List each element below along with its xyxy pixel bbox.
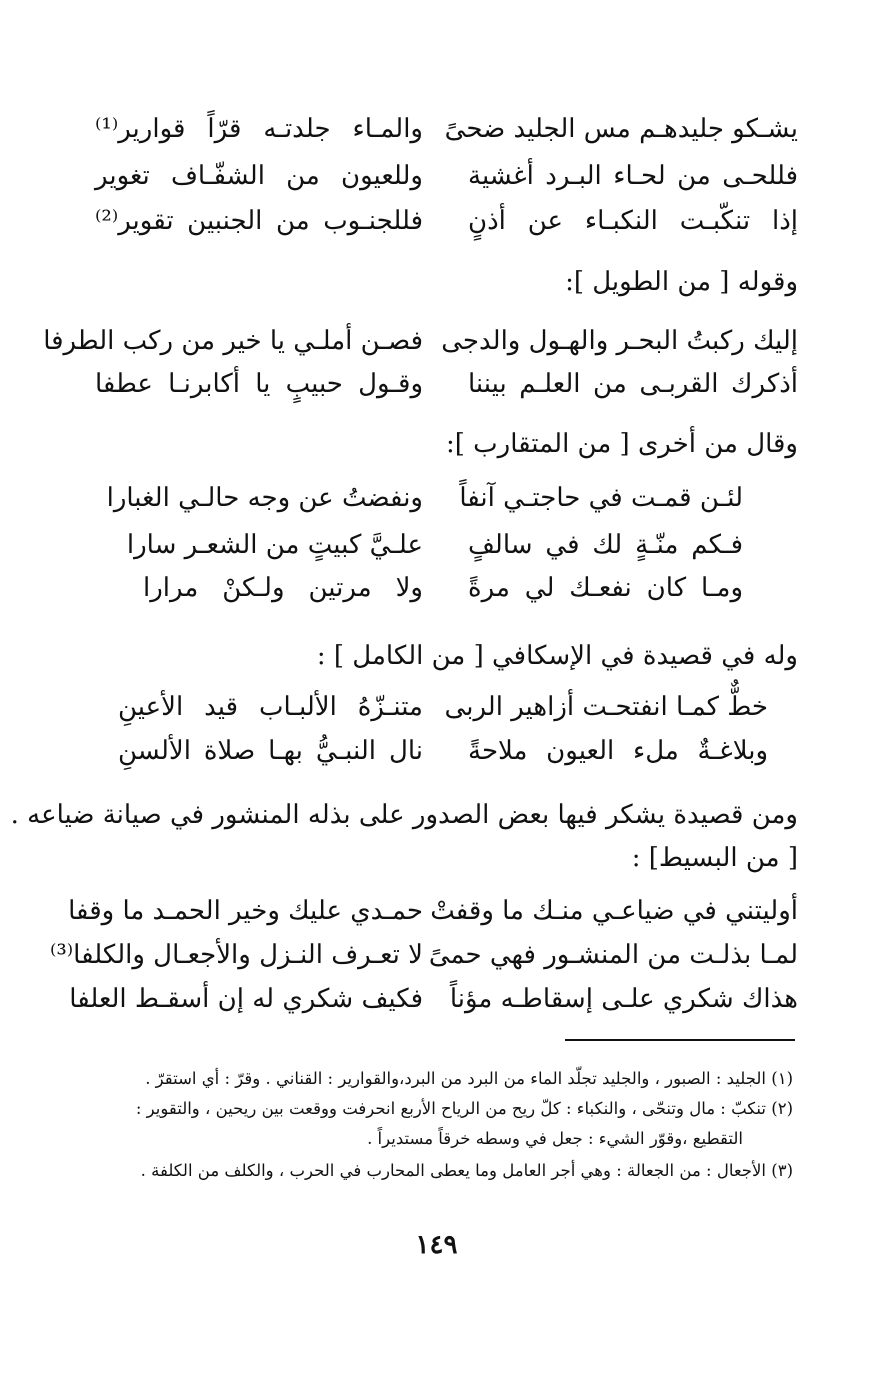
verse-first-hemistich: إليك ركبتُ البحـر والهـول والدجى bbox=[441, 326, 798, 356]
verse-second-hemistich: متنـزّهُ الألبـاب قيد الأعينِ bbox=[118, 692, 423, 722]
verse-first-hemistich: هذاك شكري علـى إسقاطـه مؤناً bbox=[449, 984, 798, 1014]
section-heading: وله في قصيدة في الإسكافي [ من الكامل ] : bbox=[316, 641, 798, 671]
footnote-continuation: التقطيع ،وقوّر الشيء : جعل في وسطه خرقاً مستديراً . bbox=[367, 1129, 743, 1148]
verse-first-hemistich: لئـن قمـت في حاجتـي آنفاً bbox=[459, 483, 743, 513]
verse-couplet bbox=[0, 975, 873, 1023]
verse-couplet bbox=[0, 521, 873, 569]
section-heading: وقوله [ من الطويل ]: bbox=[565, 267, 798, 297]
verse-first-hemistich: فـكم منّـةٍ لك في سالفٍ bbox=[468, 530, 743, 560]
verse-couplet bbox=[0, 887, 873, 935]
verse-couplet bbox=[0, 931, 873, 979]
verse-second-hemistich: ولا مرتين ولـكنْ مرارا bbox=[143, 573, 423, 603]
verse-first-hemistich: خطٌّ كمـا انفتحـت أزاهير الربى bbox=[444, 692, 768, 722]
verse-second-hemistich: والمـاء جلدتـه قرّاً قوارير⁽¹⁾ bbox=[95, 114, 423, 144]
verse-second-hemistich: علـيَّ كبيتٍ من الشعـر سارا bbox=[126, 530, 423, 560]
verse-second-hemistich: فكيف شكري له إن أسقـط العلفا bbox=[69, 984, 423, 1014]
verse-couplet bbox=[0, 317, 873, 365]
verse-first-hemistich: وبلاغـةٌ ملء العيون ملاحةً bbox=[468, 736, 768, 766]
verse-first-hemistich: لمـا بذلـت من المنشـور فهي حمىً bbox=[428, 940, 798, 970]
footnote: (٣) الأجعال : من الجعالة : وهي أجر العامل وما يعطى المحارب في الحرب ، والكلف من الكلفة . bbox=[140, 1161, 793, 1180]
section-heading: وقال من أخرى [ من المتقارب ]: bbox=[446, 429, 798, 459]
footnote-separator bbox=[565, 1039, 795, 1041]
verse-second-hemistich: فللجنـوب من الجنبين تقوير⁽²⁾ bbox=[95, 206, 423, 236]
verse-first-hemistich: أذكرك القربـى من العلـم بيننا bbox=[468, 369, 798, 399]
verse-couplet bbox=[0, 683, 873, 731]
verse-second-hemistich: وللعيون من الشفّـاف تغوير bbox=[95, 161, 423, 191]
verse-first-hemistich: فللحـى من لحـاء البـرد أغشية bbox=[468, 161, 798, 191]
verse-second-hemistich: حمـدي عليك وخير الحمـد ما وقفا bbox=[68, 896, 423, 926]
verse-couplet bbox=[0, 564, 873, 612]
section-heading: ومن قصيدة يشكر فيها بعض الصدور على بذله المنشور في صيانة ضياعه . bbox=[10, 800, 798, 830]
verse-first-hemistich: يشـكو جليدهـم مس الجليد ضحىً bbox=[444, 114, 798, 144]
verse-second-hemistich: نال النبـيُّ بهـا صلاة الألسنِ bbox=[118, 736, 423, 766]
verse-couplet bbox=[0, 197, 873, 245]
verse-second-hemistich: ونفضتُ عن وجه حالـي الغبارا bbox=[106, 483, 423, 513]
footnote: (١) الجليد : الصبور ، والجليد تجلّد الماء من البرد من البرد،والقوارير : القناني . وقرّ : أي استقرّ . bbox=[145, 1069, 793, 1088]
verse-first-hemistich: أوليتني في ضياعـي منـك ما وقفتْ bbox=[430, 896, 798, 926]
section-heading-meter: [ من البسيط] : bbox=[631, 843, 798, 873]
verse-couplet bbox=[0, 105, 873, 153]
footnote: (٢) تنكبّ : مال وتنحّى ، والنكباء : كلّ ريح من الرياح الأربع انحرفت ووقعت بين ريحين ، والتقوير : bbox=[135, 1099, 793, 1118]
verse-second-hemistich: فصـن أملـي يا خير من ركب الطرفا bbox=[43, 326, 423, 356]
verse-second-hemistich: لا تعـرف النـزل والأجعـال والكلفا⁽³⁾ bbox=[49, 940, 423, 970]
verse-first-hemistich: ومـا كان نفعـك لي مرةً bbox=[468, 573, 743, 603]
page-number: ١٤٩ bbox=[415, 1230, 458, 1260]
verse-first-hemistich: إذا تنكّبـت النكبـاء عن أذنٍ bbox=[468, 206, 798, 236]
verse-couplet bbox=[0, 474, 873, 522]
verse-couplet bbox=[0, 152, 873, 200]
verse-couplet bbox=[0, 360, 873, 408]
verse-couplet bbox=[0, 727, 873, 775]
verse-second-hemistich: وقـول حبيبٍ يا أكابرنـا عطفا bbox=[95, 369, 423, 399]
